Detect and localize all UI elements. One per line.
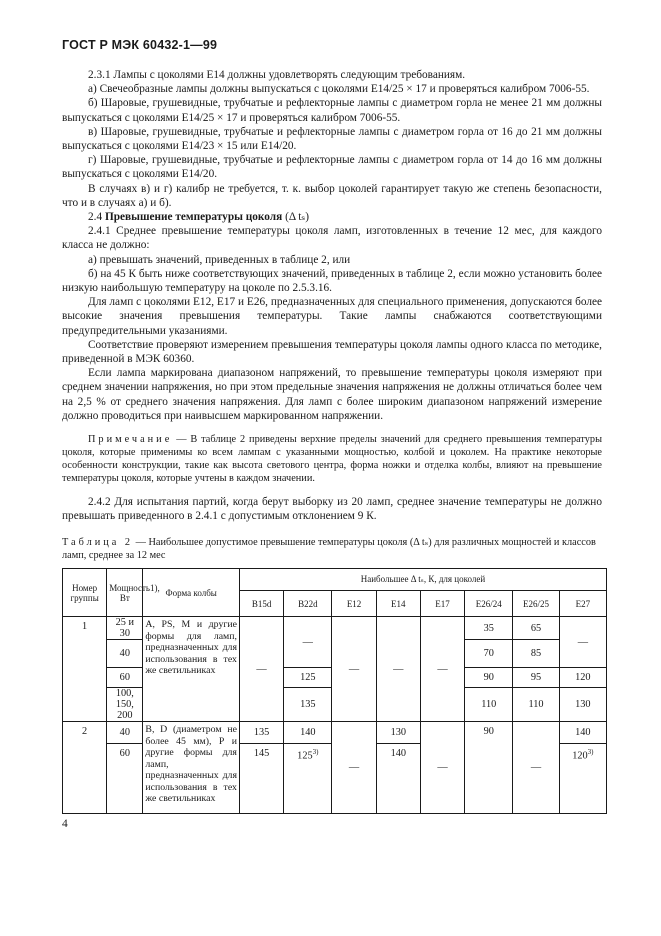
header-base: E17 [420,591,464,617]
value-cell: 130 [376,722,420,744]
value-cell: — [420,722,464,814]
section-number: 2.4 [88,211,103,224]
value-cell: 125 [284,668,332,688]
value-cell: 90 [465,722,513,814]
paragraph: б) Шаровые, грушевидные, трубчатые и рефлекторные лампы с диаметром горла не менее 21 мм должны выпускаться с цоколями Е14/25 × 17 и проверяться калибром 7006-55. [62,97,602,124]
value-cell: 70 [465,640,513,668]
header-group: Номер группы [63,569,107,617]
value-cell: — [513,722,559,814]
value-cell: — [239,617,283,722]
value-cell: 140 [559,722,606,744]
header-base: E26/24 [465,591,513,617]
paragraph: 2.4.2 Для испытания партий, когда берут выборку из 20 ламп, среднее значение температуры не должно превышать приведенного в 2.4.1 с допустимым отклонением 9 К. [62,496,602,523]
power-cell: 100, 150, 200 [107,688,143,722]
value-cell: — [559,617,606,668]
note-text: — В таблице 2 приведены верхние пределы значений для среднего превышения температуры цоколя, которые применимы ко всем лампам с указанными мощностью, колбой и цоколем. На практике некоторые особенности конструкции, такие как высота светового центра, форма ножки и отделка колбы, влияют на превышение температуры цоколя, которые учтены в каждом значении. [62,434,602,485]
value-cell: 130 [559,688,606,722]
header-base: B22d [284,591,332,617]
value-cell: 135 [284,688,332,722]
value-cell: 65 [513,617,559,640]
note [62,433,602,485]
section-heading [62,210,602,224]
value-cell: 90 [465,668,513,688]
header-form: Форма колбы [143,569,240,617]
section-title: Превышение температуры цоколя [104,211,283,224]
value-text: 120 [572,750,588,762]
group-number: 2 [63,722,107,814]
value-cell: 120 [559,668,606,688]
paragraph: 2.4.1 Среднее превышение температуры цоколя ламп, изготовленных в течение 12 мес, для каждого класса не должно: [62,225,602,252]
paragraph: Для ламп с цоколями Е12, Е17 и Е26, предназначенных для специального применения, допускаются более высокие значения превышения температуры. Такие лампы снабжаются соответствующими предупредительными указаниями. [62,296,602,337]
value-cell: 140 [284,722,332,744]
form-cell: А, PS, М и другие формы для ламп, предназначенных для использования в тех же светильниках [143,617,240,722]
note-label: Примечание [88,434,173,446]
value-cell: 135 [239,722,283,744]
header-base: E26/25 [513,591,559,617]
body-text [62,68,602,523]
value-cell: 95 [513,668,559,688]
table-caption-text: — Наибольшее допустимое превышение температуры цоколя (Δ tₛ) для различных мощностей и классов ламп, среднее за 12 мес [62,537,596,561]
header-base: E12 [332,591,376,617]
power-cell: 40 [107,722,143,744]
header-base: B15d [239,591,283,617]
value-cell: 85 [513,640,559,668]
table-caption [62,536,607,562]
value-cell: 110 [513,688,559,722]
header-base: E14 [376,591,420,617]
document-header: ГОСТ Р МЭК 60432-1—99 [62,38,218,52]
page-number: 4 [62,818,68,830]
value-cell: — [284,617,332,668]
value-cell: — [332,617,376,722]
paragraph: а) Свечеобразные лампы должны выпускаться с цоколями Е14/25 × 17 и проверяться калибром 7006-55. [88,83,590,96]
value-cell: 35 [465,617,513,640]
value-cell: — [420,617,464,722]
footnote-mark: 3) [312,748,319,756]
table-caption-label: Таблица 2 [62,537,134,548]
paragraph: 2.3.1 Лампы с цоколями Е14 должны удовлетворять следующим требованиям. [88,69,466,81]
paragraph: в) Шаровые, грушевидные, трубчатые и рефлекторные лампы с диаметром горла от 16 до 21 мм должны выпускаться с цоколями Е14/23 × 15 или Е14/20. [62,125,602,153]
section-symbol: (Δ tₛ) [285,211,309,224]
header-base: E27 [559,591,606,617]
paragraph: Если лампа маркирована диапазоном напряжений, то превышение температуры цоколя измеряют при среднем значении напряжения, но при этом предельные значения напряжения не должны отличаться более чем на 2,5 % от среднего значения напряжения. Для ламп с более широким диапазоном напряжений измерение должно проводиться при наивысшем маркированном напряжении. [62,367,602,422]
paragraph: В случаях в) и г) калибр не требуется, т. к. выбор цоколей гарантирует такую же степень безопасности, что и в случаях а) и б). [62,182,602,209]
paragraph: Соответствие проверяют измерением превышения температуры цоколя лампы одного класса по методике, приведенной в МЭК 60360. [62,338,602,366]
paragraph: г) Шаровые, грушевидные, трубчатые и рефлекторные лампы с диаметром горла от 14 до 16 мм должны выпускаться с цоколями Е14/20. [62,154,602,181]
paragraph: б) на 45 К быть ниже соответствующих значений, приведенных в таблице 2, если можно установить более низкую наибольшую температуру на цоколе по 2.5.3.16. [62,267,602,295]
header-power: Мощность1), Вт [107,569,143,617]
value-cell: 145 [239,744,283,814]
power-cell: 60 [107,744,143,814]
paragraph: а) превышать значений, приведенных в таблице 2, или [88,253,351,266]
value-text: 125 [297,750,313,762]
power-cell: 40 [107,640,143,668]
header-max-temp: Наибольшее Δ tₛ, К, для цоколей [239,569,606,591]
value-cell: — [376,617,420,722]
temperature-table [62,568,607,814]
footnote-mark: 3) [587,748,594,756]
value-cell [284,744,332,814]
form-cell: B, D (диаметром не более 45 мм), Р и другие формы для ламп, предназначенных для использования в тех же светильниках [143,722,240,814]
power-cell: 25 и 30 [107,617,143,640]
group-number: 1 [63,617,107,722]
value-cell: — [332,722,376,814]
power-cell: 60 [107,668,143,688]
value-cell [559,744,606,814]
value-cell: 110 [465,688,513,722]
value-cell: 140 [376,744,420,814]
